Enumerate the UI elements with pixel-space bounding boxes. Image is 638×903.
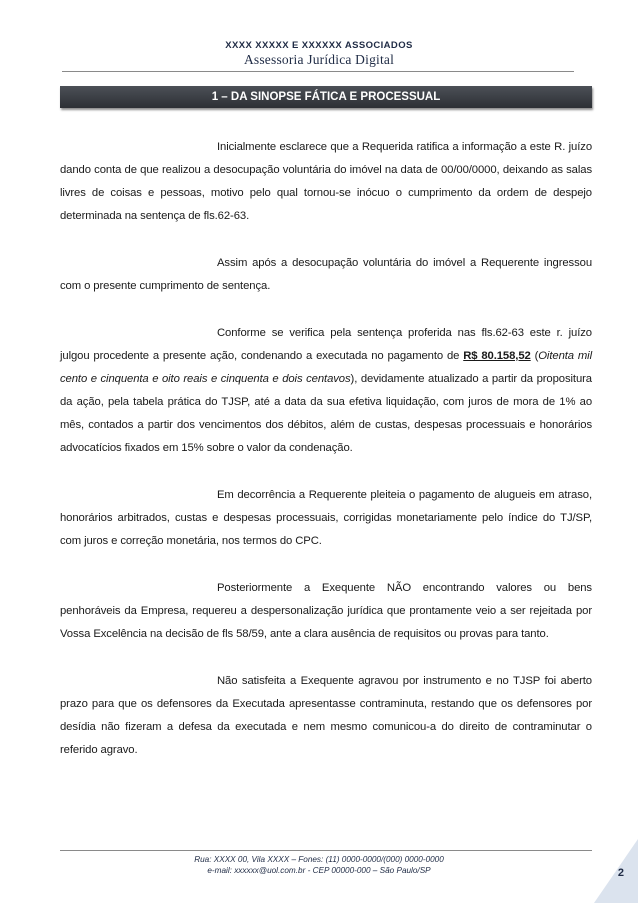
document-body: [60, 136, 592, 786]
page-number: 2: [617, 867, 624, 879]
footer-divider: [60, 850, 592, 851]
section-title: 1 – DA SINOPSE FÁTICA E PROCESSUAL: [211, 91, 441, 103]
firm-subtitle: Assessoria Jurídica Digital: [243, 52, 395, 67]
firm-name: XXXX XXXXX E XXXXXX ASSOCIADOS: [225, 40, 413, 51]
amount-in-words: Oitenta mil cento e cinquenta e oito reais e cinquenta e dois centavos: [60, 350, 592, 385]
paragraph-1: Inicialmente esclarece que a Requerida ratifica a informação a este R. juízo dando conta de que realizou a desocupação voluntária do imóvel na data de 00/00/0000, deixando as salas livres de coisas e pessoas, motivo pelo qual tornou-se inócuo o cumprimento da ordem de despejo determinada na sentença de fls.62-63.: [60, 141, 592, 222]
footer-contact: e-mail: xxxxxx@uol.com.br - CEP 00000-000 – São Paulo/SP: [207, 866, 431, 875]
condemnation-amount: R$ 80.158,52: [463, 350, 531, 362]
footer-address: Rua: XXXX 00, Vila XXXX – Fones: (11) 0000-0000/(000) 0000-0000: [194, 855, 444, 864]
paragraph-4: Em decorrência a Requerente pleiteia o pagamento de alugueis em atraso, honorários arbitrados, custas e despesas processuais, corrigidas monetariamente pelo índice do TJ/SP, com juros e correção monetária, nos termos do CPC.: [60, 489, 592, 547]
paragraph-3: [60, 322, 592, 460]
paragraph-3-part-b: (: [530, 350, 539, 362]
section-title-bar: [60, 86, 592, 108]
paragraph-3-part-a: Conforme se verifica pela sentença proferida nas fls.62-63 este r. juízo julgou procedente a presente ação, condenando a executada no pagamento de: [60, 327, 592, 362]
header-divider: [62, 71, 574, 72]
page-corner-accent: [594, 839, 638, 903]
paragraph-6: Não satisfeita a Exequente agravou por instrumento e no TJSP foi aberto prazo para que os defensores da Executada apresentasse contraminuta, restando que os defensores por desídia não fizeram a defesa da executada e nem mesmo comunicou-a do direito de contraminutar o referido agravo.: [60, 675, 592, 756]
paragraph-3-part-c: ), devidamente atualizado a partir da propositura da ação, pela tabela prática do TJSP, até a data da sua efetiva liquidação, com juros de mora de 1% ao mês, contados a partir dos vencimentos dos débitos, além de custas, despesas processuais e honorários advocatícios fixados em 15% sobre o valor da condenação.: [60, 373, 592, 454]
paragraph-2: Assim após a desocupação voluntária do imóvel a Requerente ingressou com o presente cumprimento de sentença.: [60, 257, 592, 292]
paragraph-5: Posteriormente a Exequente NÃO encontrando valores ou bens penhoráveis da Empresa, requereu a despersonalização jurídica que prontamente veio a ser rejeitada por Vossa Excelência na decisão de fls 58/59, ante a clara ausência de requisitos ou provas para tanto.: [60, 582, 592, 640]
